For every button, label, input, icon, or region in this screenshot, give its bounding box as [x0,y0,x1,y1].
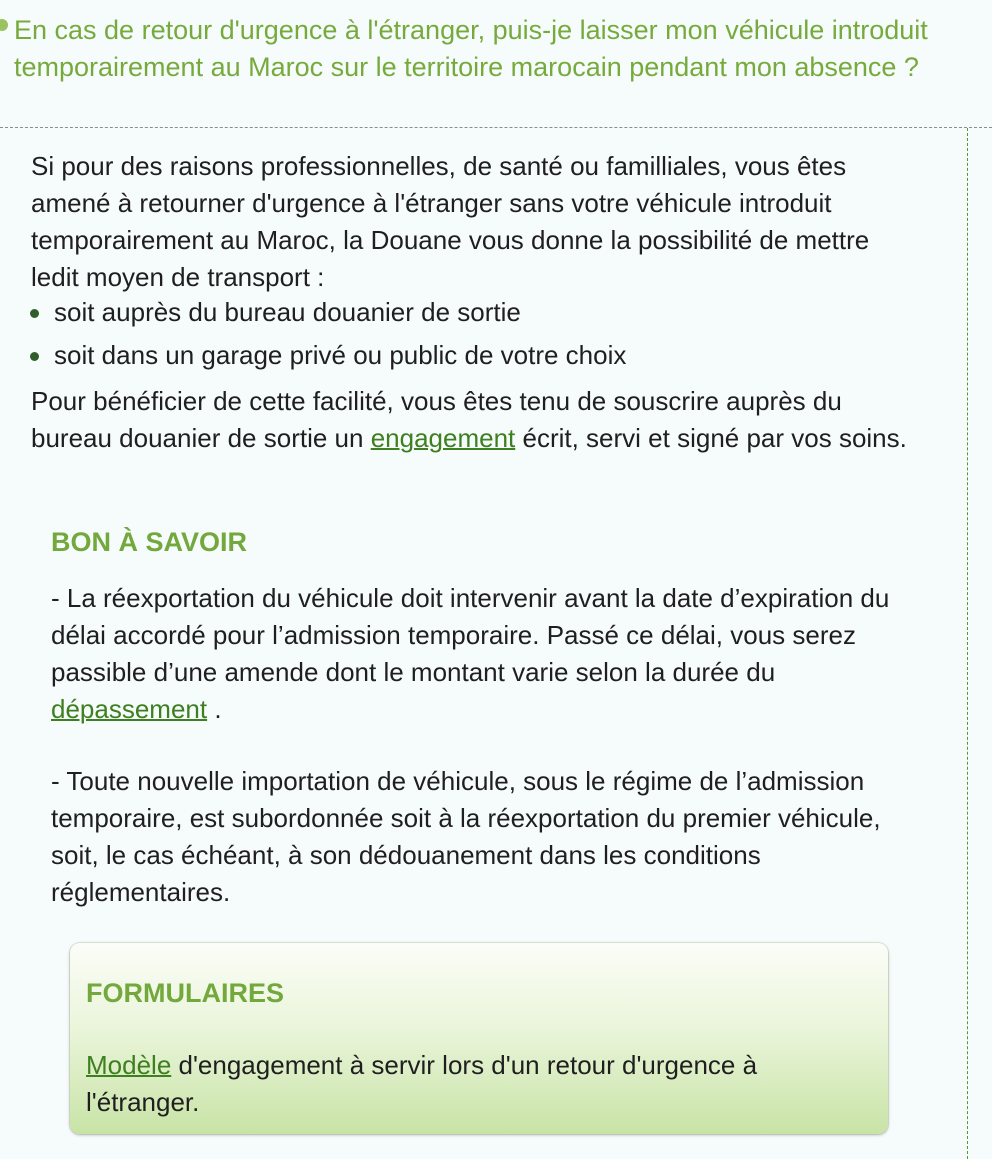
bon-a-savoir-note-2: - Toute nouvelle importation de véhicule, sous le régime de l’admission temporaire, est subordonnée soit à la réexportation du premier véhicule, soit, le cas échéant, à son dédouanement dans les conditions réglementaires. [51,766,881,907]
note1-text-after: . [207,694,222,724]
faq-question-title[interactable]: En cas de retour d'urgence à l'étranger, puis-je laisser mon véhicule introduit temporairement au Maroc sur le territoire marocain pendant mon absence ? [14,15,928,82]
bullet-dot-icon [30,309,39,318]
faq-answer-panel [0,128,968,1159]
bon-a-savoir-note-1 [51,580,911,728]
option-text: soit auprès du bureau douanier de sortie [54,297,521,327]
formulaires-text-after: d'engagement à servir lors d'un retour d'urgence à l'étranger. [86,1050,758,1117]
formulaires-heading: FORMULAIRES [86,978,284,1008]
benefit-text-before: Pour bénéficier de cette facilité, vous êtes tenu de souscrire auprès du bureau douanier de sortie un [31,386,842,453]
list-item [30,294,910,331]
formulaires-box [70,943,888,1134]
question-bullet-icon [0,19,8,31]
answer-intro: Si pour des raisons professionnelles, de santé ou familliales, vous êtes amené à retourner d'urgence à l'étranger sans votre véhicule introduit temporairement au Maroc, la Douane vous donne la possibilité de mettre ledit moyen de transport : [31,151,870,292]
options-list [30,294,910,380]
benefit-text-after: écrit, servi et signé par vos soins. [515,423,907,453]
bon-a-savoir-heading: BON À SAVOIR [51,527,248,557]
formulaires-text [86,1047,876,1121]
option-text: soit dans un garage privé ou public de votre choix [54,340,627,370]
modele-link[interactable]: Modèle [86,1050,172,1080]
list-item [30,337,910,374]
bullet-dot-icon [30,352,39,361]
faq-question-header[interactable] [0,0,992,128]
depassement-link[interactable]: dépassement [51,694,208,724]
note1-text-before: - La réexportation du véhicule doit intervenir avant la date d’expiration du délai accordé pour l’admission temporaire. Passé ce délai, vous serez passible d’une amende dont le montant varie selon la durée du [51,583,890,687]
engagement-link[interactable]: engagement [370,423,516,453]
benefit-paragraph [31,383,911,457]
